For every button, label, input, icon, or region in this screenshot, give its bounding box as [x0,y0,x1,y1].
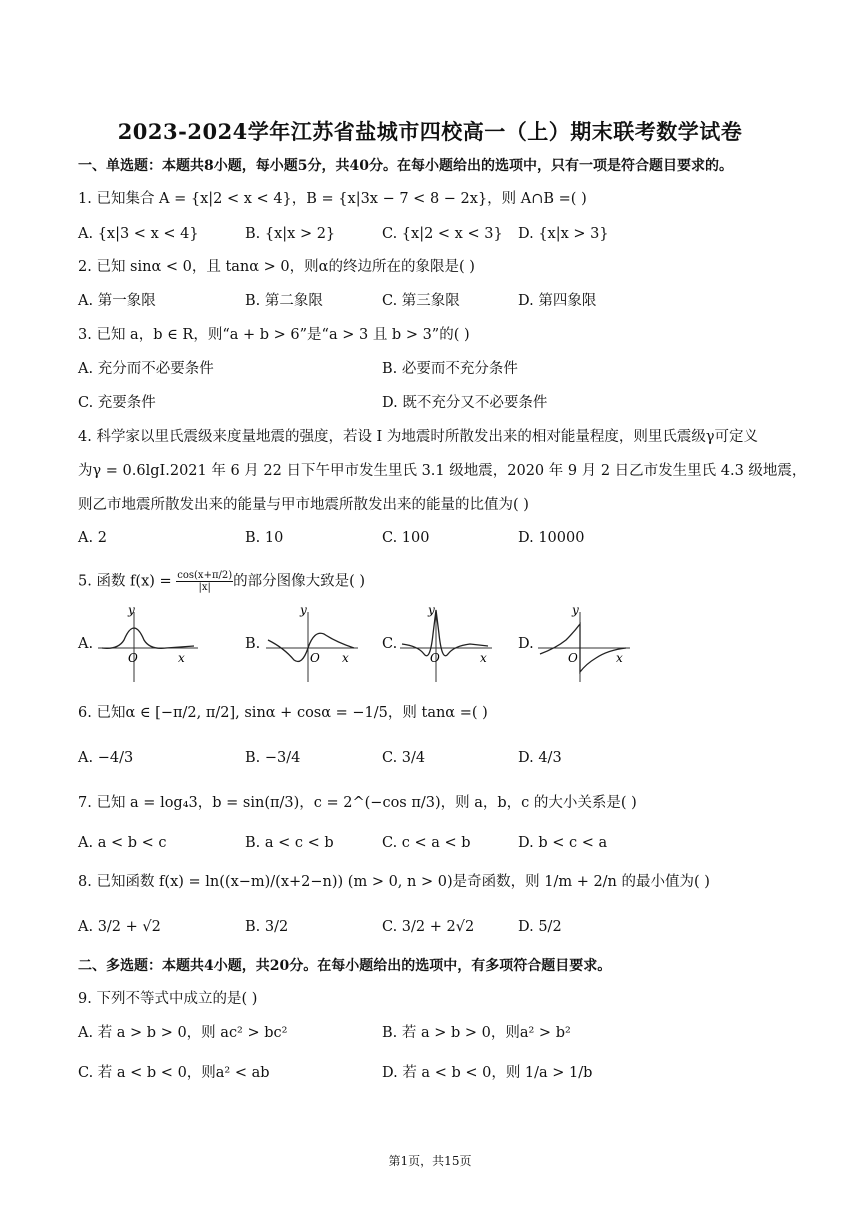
graph-d-origin-label: O [568,651,578,665]
question-2-option-b: B. 第二象限 [245,293,323,309]
graph-b-x-label: x [342,651,349,665]
question-4-option-d: D. 10000 [518,530,585,546]
question-6-option-d: D. 4/3 [518,750,562,766]
question-9-option-d: D. 若 a < b < 0，则 1/a > 1/b [382,1065,593,1081]
question-5-graph-a [94,604,204,684]
graph-d-y-label: y [572,604,579,617]
question-7-option-a: A. a < b < c [78,835,167,851]
question-9-option-b: B. 若 a > b > 0，则a² > b² [382,1025,571,1041]
question-6-option-a: A. −4/3 [78,750,134,766]
question-9-stem: 9. 下列不等式中成立的是( ) [78,991,258,1007]
question-6-option-b: B. −3/4 [245,750,301,766]
question-8-option-a: A. 3/2 + √2 [78,919,161,935]
graph-b-y-label: y [300,604,307,617]
graph-c-x-label: x [480,651,487,665]
graph-b-origin-label: O [310,651,320,665]
question-3-option-d: D. 既不充分又不必要条件 [382,395,548,411]
question-6-option-c: C. 3/4 [382,750,426,766]
question-3-option-c: C. 充要条件 [78,395,156,411]
question-5-fraction-denominator: |x| [198,582,211,593]
question-5-option-d-label: D. [518,636,534,652]
graph-c-y-label: y [428,604,435,617]
question-2-option-a: A. 第一象限 [78,293,156,309]
question-2-option-c: C. 第三象限 [382,293,460,309]
question-5-stem-pre: 5. 函数 f(x) = [78,573,177,590]
graph-c-origin-label: O [430,651,440,665]
question-8-option-b: B. 3/2 [245,919,289,935]
question-5-option-a-label: A. [78,636,94,652]
question-1-stem: 1. 已知集合 A = {x|2 < x < 4}，B = {x|3x − 7 < 8 − 2x}，则 A∩B =( ) [78,191,587,207]
question-5-stem-post: 的部分图像大致是( ) [233,573,366,590]
question-7-stem: 7. 已知 a = log₄3，b = sin(π/3)，c = 2^(−cos π/3)，则 a，b，c 的大小关系是( ) [78,795,637,811]
question-4-line-2: 为γ = 0.6lgI.2021 年 6 月 22 日下午甲市发生里氏 3.1 级地震，2020 年 9 月 2 日乙市发生里氏 4.3 级地震， [78,463,807,479]
page-title: 2023-2024学年江苏省盐城市四校高一（上）期末联考数学试卷 [117,119,743,144]
question-5-option-b-label: B. [245,636,261,652]
question-5-graph-c [396,604,496,684]
question-5-graph-d [534,604,634,684]
question-3-option-b: B. 必要而不充分条件 [382,361,518,377]
question-8-option-c: C. 3/2 + 2√2 [382,919,475,935]
question-5-fraction-numerator: cos(x+π/2) [177,570,233,581]
question-7-option-d: D. b < c < a [518,835,608,851]
question-6-stem: 6. 已知α ∈ [−π/2, π/2], sinα + cosα = −1/5，则 tanα =( ) [78,705,488,721]
page-footer: 第1页，共15页 [388,1154,472,1168]
question-2-option-d: D. 第四象限 [518,293,597,309]
question-7-option-c: C. c < a < b [382,835,471,851]
question-4-option-a: A. 2 [78,530,107,546]
question-2-stem: 2. 已知 sinα < 0，且 tanα > 0，则α的终边所在的象限是( ) [78,259,475,275]
section-2-heading: 二、多选题：本题共4小题，共20分。在每小题给出的选项中，有多项符合题目要求。 [78,958,612,974]
graph-a-origin-label: O [128,651,138,665]
question-9-option-a: A. 若 a > b > 0，则 ac² > bc² [78,1025,288,1041]
question-1-option-a: A. {x|3 < x < 4} [78,226,199,242]
question-1-option-b: B. {x|x > 2} [245,226,336,242]
question-4-option-b: B. 10 [245,530,284,546]
question-8-stem: 8. 已知函数 f(x) = ln((x−m)/(x+2−n)) (m > 0, n > 0)是奇函数，则 1/m + 2/n 的最小值为( ) [78,874,710,890]
question-5-option-c-label: C. [382,636,398,652]
section-1-heading: 一、单选题：本题共8小题，每小题5分，共40分。在每小题给出的选项中，只有一项是符合题目要求的。 [78,158,733,174]
question-8-option-d: D. 5/2 [518,919,562,935]
graph-a-x-label: x [178,651,185,665]
question-9-option-c: C. 若 a < b < 0，则a² < ab [78,1065,270,1081]
question-7-option-b: B. a < c < b [245,835,334,851]
question-1-option-c: C. {x|2 < x < 3} [382,226,503,242]
question-5-stem [78,570,365,593]
question-4-line-1: 4. 科学家以里氏震级来度量地震的强度，若设 I 为地震时所散发出来的相对能量程度，则里氏震级γ可定义 [78,429,759,445]
question-5-graph-b [262,604,362,684]
question-3-option-a: A. 充分而不必要条件 [78,361,214,377]
question-4-option-c: C. 100 [382,530,430,546]
question-3-stem: 3. 已知 a，b ∈ R，则“a + b > 6”是“a > 3 且 b > 3”的( ) [78,327,470,343]
question-4-line-3: 则乙市地震所散发出来的能量与甲市地震所散发出来的能量的比值为( ) [78,497,529,513]
graph-d-x-label: x [616,651,623,665]
question-1-option-d: D. {x|x > 3} [518,226,609,242]
graph-a-y-label: y [128,604,135,617]
